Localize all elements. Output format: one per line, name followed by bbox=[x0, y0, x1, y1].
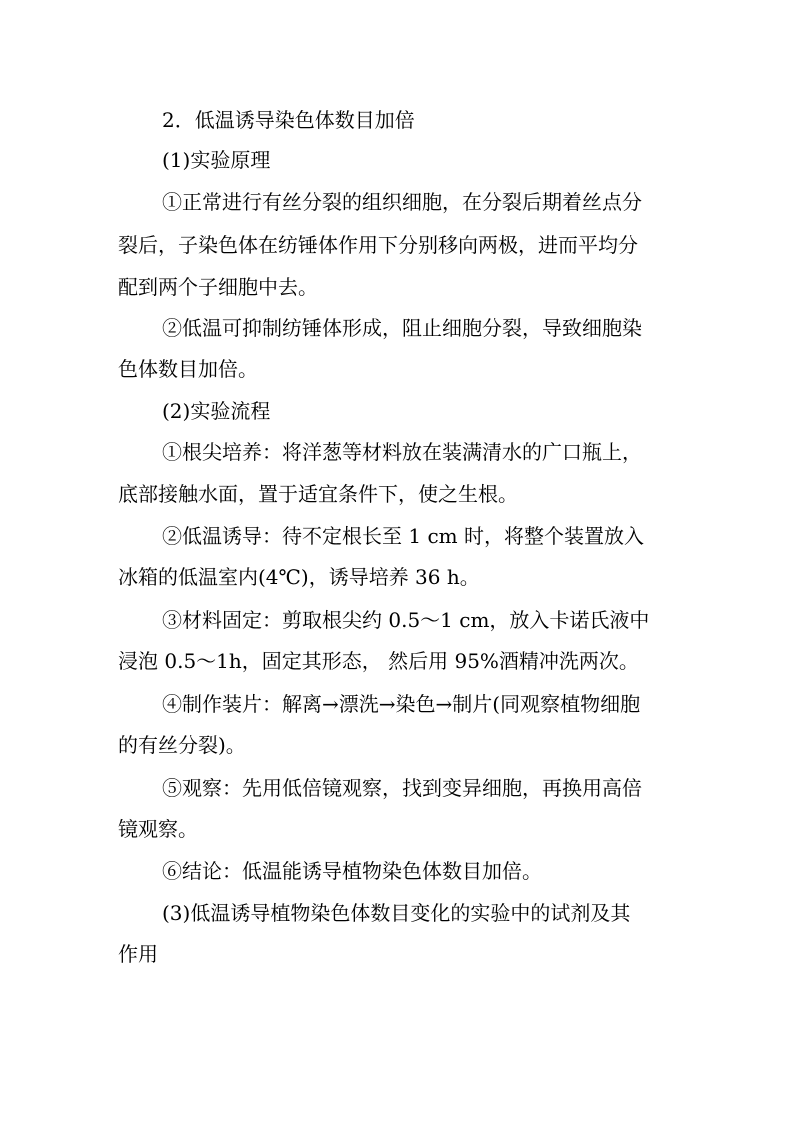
procedure-step-3-line-2: 浸泡 0.5～1h，固定其形态， 然后用 95%酒精冲洗两次。 bbox=[118, 649, 639, 673]
subsection-title-reagents: (3)低温诱导植物染色体数目变化的实验中的试剂及其 bbox=[162, 901, 631, 925]
principle-paragraph-1-line-2: 裂后，子染色体在纺锤体作用下分别移向两极，进而平均分 bbox=[118, 233, 638, 257]
principle-paragraph-2-line-2: 色体数目加倍。 bbox=[118, 357, 258, 381]
subsection-title-principle: (1)实验原理 bbox=[162, 148, 271, 172]
principle-paragraph-1-line-3: 配到两个子细胞中去。 bbox=[118, 275, 318, 299]
procedure-step-3-line-1: ③材料固定：剪取根尖约 0.5～1 cm，放入卡诺氏液中 bbox=[162, 608, 650, 632]
procedure-step-2-line-2: 冰箱的低温室内(4℃)，诱导培养 36 h。 bbox=[118, 565, 480, 589]
procedure-step-4-line-1: ④制作装片：解离→漂洗→染色→制片(同观察植物细胞 bbox=[162, 692, 641, 716]
procedure-step-1-line-1: ①根尖培养：将洋葱等材料放在装满清水的广口瓶上， bbox=[162, 440, 642, 464]
procedure-step-1-line-2: 底部接触水面，置于适宜条件下，使之生根。 bbox=[118, 482, 518, 506]
section-heading: 2．低温诱导染色体数目加倍 bbox=[162, 108, 415, 132]
subsection-title-reagents-cont: 作用 bbox=[118, 942, 158, 966]
procedure-step-5-line-2: 镜观察。 bbox=[118, 817, 198, 841]
procedure-step-6-line-1: ⑥结论：低温能诱导植物染色体数目加倍。 bbox=[162, 859, 542, 883]
principle-paragraph-2-line-1: ②低温可抑制纺锤体形成，阻止细胞分裂，导致细胞染 bbox=[162, 316, 642, 340]
procedure-step-4-line-2: 的有丝分裂)。 bbox=[118, 733, 246, 757]
procedure-step-2-line-1: ②低温诱导：待不定根长至 1 cm 时，将整个装置放入 bbox=[162, 524, 644, 548]
procedure-step-5-line-1: ⑤观察：先用低倍镜观察，找到变异细胞，再换用高倍 bbox=[162, 776, 642, 800]
principle-paragraph-1-line-1: ①正常进行有丝分裂的组织细胞，在分裂后期着丝点分 bbox=[162, 190, 642, 214]
subsection-title-procedure: (2)实验流程 bbox=[162, 399, 271, 423]
